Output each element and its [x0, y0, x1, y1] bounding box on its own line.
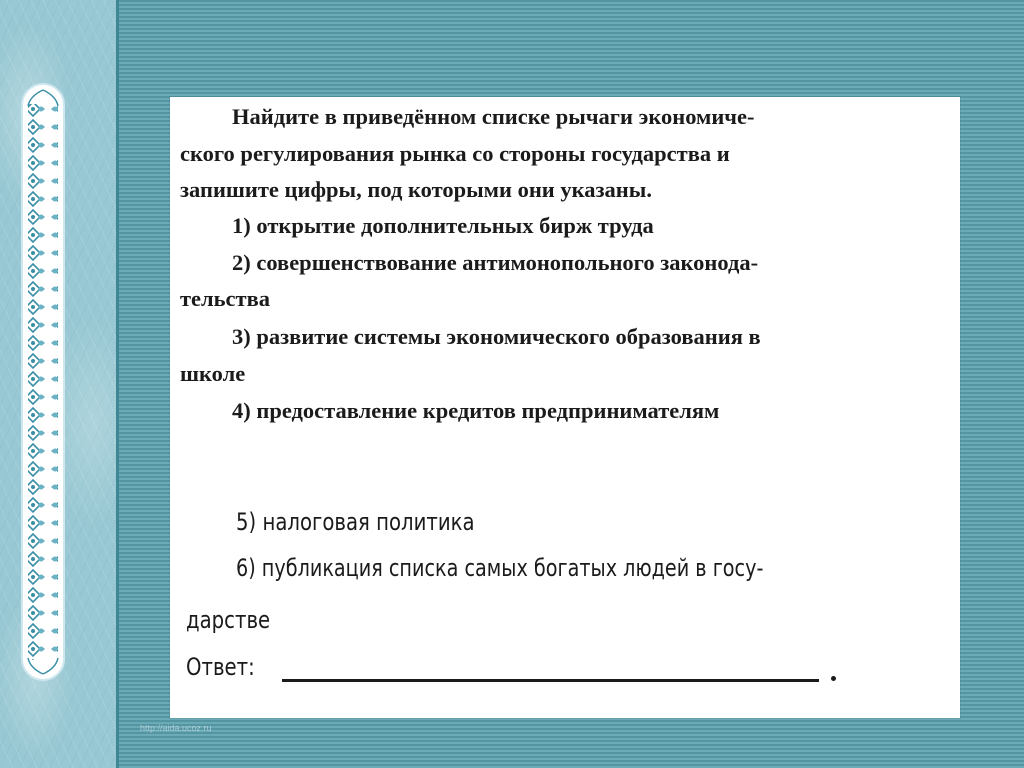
- watermark: http://aida.ucoz.ru: [140, 723, 212, 733]
- option-3-continued: школе: [180, 361, 246, 386]
- answer-line: [282, 679, 819, 682]
- task-intro-line-1: Найдите в приведённом списке рычаги экономиче-: [232, 104, 755, 129]
- panel-divider: [116, 0, 119, 768]
- option-2: 2) совершенствование антимонопольного законода-: [232, 250, 759, 275]
- answer-period: [831, 676, 836, 681]
- option-3: 3) развитие системы экономического образования в: [232, 324, 761, 349]
- option-5: 5) налоговая политика: [236, 508, 475, 536]
- task-intro-line-3: запишите цифры, под которыми они указаны.: [180, 177, 652, 202]
- task-card: [170, 97, 960, 718]
- option-6-continued: дарстве: [186, 606, 271, 634]
- option-1: 1) открытие дополнительных бирж труда: [232, 213, 654, 238]
- ribbon-ornament-icon: [18, 82, 68, 682]
- option-4: 4) предоставление кредитов предпринимателям: [232, 398, 720, 423]
- task-intro-line-2: ского регулирования рынка со стороны государства и: [180, 141, 730, 166]
- option-2-continued: тельства: [180, 286, 270, 311]
- answer-label: Ответ:: [186, 653, 255, 681]
- option-6: 6) публикация списка самых богатых людей в госу-: [236, 554, 764, 582]
